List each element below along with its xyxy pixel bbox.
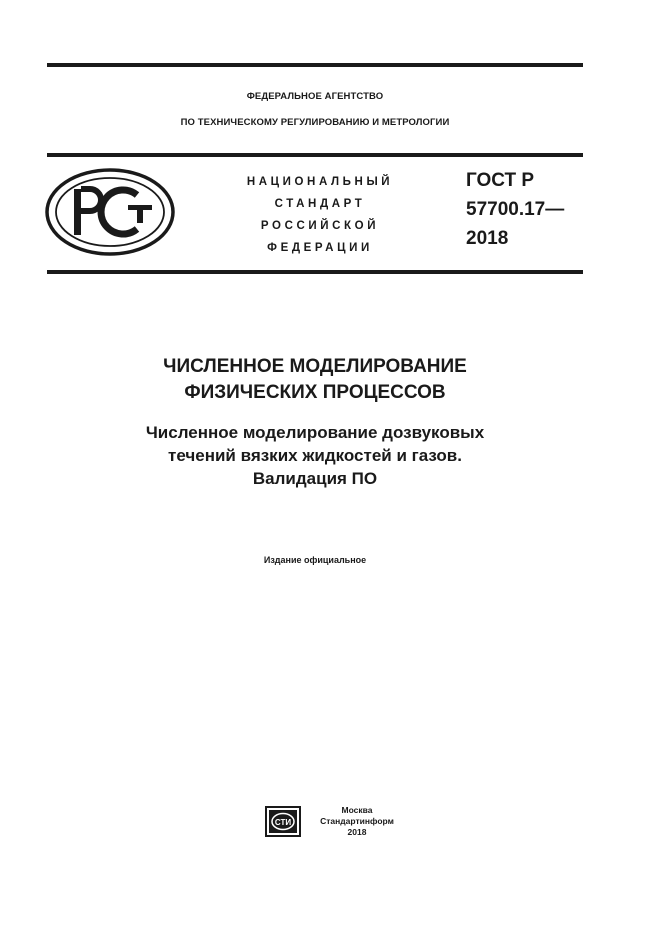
- publisher-logo-text: СТИ: [274, 818, 292, 827]
- national-standard-line-4: ФЕДЕРАЦИИ: [267, 242, 373, 254]
- subtitle: [47, 421, 583, 490]
- designation-line-2: 57700.17—: [466, 199, 565, 220]
- subtitle-line-3: Валидация ПО: [252, 469, 378, 488]
- national-standard-label: [222, 171, 418, 259]
- national-standard-line-3: РОССИЙСКОЙ: [260, 220, 380, 232]
- designation-line-3: 2018: [466, 228, 509, 249]
- subtitle-line-1: Численное моделирование дозвуковых: [145, 423, 485, 442]
- agency-line-1: ФЕДЕРАЛЬНОЕ АГЕНТСТВО: [246, 91, 384, 102]
- header-rule-bottom: [47, 270, 583, 274]
- national-standard-line-1: НАЦИОНАЛЬНЫЙ: [246, 176, 394, 188]
- publisher-year: 2018: [347, 827, 367, 837]
- agency-line-2: ПО ТЕХНИЧЕСКОМУ РЕГУЛИРОВАНИЮ И МЕТРОЛОГИИ: [180, 117, 450, 128]
- national-standard-line-2: СТАНДАРТ: [274, 198, 366, 210]
- header-rule-top: [47, 153, 583, 157]
- publisher-city: Москва: [341, 805, 373, 815]
- rst-certification-mark-icon: [44, 167, 176, 257]
- standard-designation: [466, 166, 564, 253]
- subtitle-line-2: течений вязких жидкостей и газов.: [168, 446, 462, 465]
- publisher-name: Стандартинформ: [320, 816, 394, 826]
- main-title-line-1: ЧИСЛЕННОЕ МОДЕЛИРОВАНИЕ: [163, 356, 467, 377]
- standartinform-logo-icon: [265, 806, 301, 837]
- top-rule: [47, 63, 583, 67]
- main-title-line-2: ФИЗИЧЕСКИХ ПРОЦЕССОВ: [184, 382, 446, 403]
- designation-line-1: ГОСТ Р: [466, 170, 535, 191]
- edition-label: Издание официальное: [263, 555, 367, 565]
- main-title: [47, 354, 583, 406]
- publisher-info: [302, 805, 412, 838]
